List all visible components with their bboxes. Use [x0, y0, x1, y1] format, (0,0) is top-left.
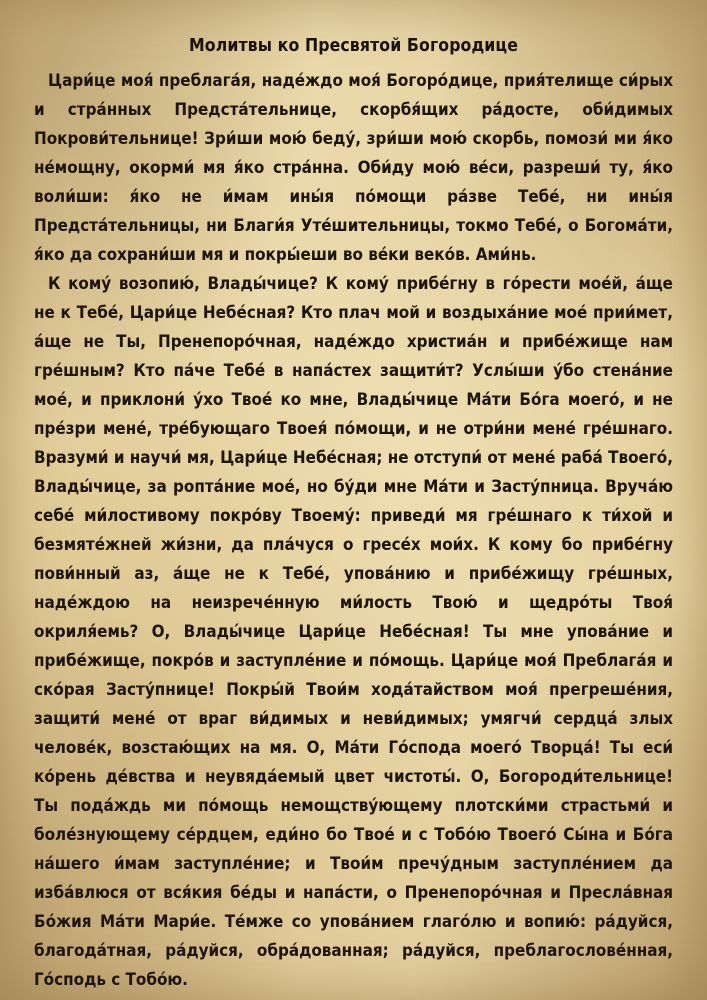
- prayer-paragraph-2: К кому́ возопию́, Влады́чице? К кому́ прибе́гну в го́рести мое́й, а́ще не к Тебе́, Цари́це Небе́сная? Кто плач мой и воздыха́ние мое́ прии́мет, а́ще не Ты, Пренепоро́чная, наде́ждо христиа́н и прибе́жище нам гре́шным? Кто па́че Тебе́ в напа́стех защити́т? Услы́ши у́бо стена́ние мое́, и приклони́ у́хо Твое́ ко мне, Влады́чице Ма́ти Бо́га моего́, и не пре́зри мене́, тре́бующаго Твоея́ по́мощи, и не отри́ни мене́ гре́шнаго. Вразуми́ и научи́ мя, Цари́це Небе́сная; не отступи́ от мене́ раба́ Твоего́, Влады́чице, за ропта́ние мое́, но бу́ди мне Ма́ти и Засту́пница. Вруча́ю себе́ ми́лостивому покро́ву Твоему́: приведи́ мя гре́шнаго к ти́хой и безмяте́жней жи́зни, да пла́чуся о гресе́х мои́х. К кому бо прибе́гну пови́нный аз, а́ще не к Тебе́, упова́нию и прибе́жищу гре́шных, наде́ждою на неизрече́нную ми́лость Твою́ и щедро́ты Твоя́ окриля́емь? О, Влады́чице Цари́це Небе́сная! Ты мне упова́ние и прибе́жище, покро́в и заступле́ние и по́мощь. Цари́це моя́ Преблага́я и ско́рая Засту́пнице! Покры́й Твои́м хода́тайством моя́ прегреше́ния, защити́ мене́ от враг ви́димых и неви́димых; умягчи́ сердца́ злых челове́к, возстаю́щих на мя. О, Ма́ти Го́спода моего́ Творца́! Ты еси́ ко́рень де́вства и неувяда́емый цвет чистоты́. О, Богороди́тельнице! Ты пода́ждь ми по́мощь немощству́ющему плотски́ми страстьми́ и боле́знующему се́рдцем, еди́но бо Твое́ и с Тобо́ю Твоего́ Сы́на и Бо́га на́шего и́мам заступле́ние; и Твои́м пречу́дным заступле́нием да изба́влюся от вся́кия бе́ды и напа́сти, о Пренепоро́чная и Пресла́вная Бо́жия Ма́ти Мари́е. Те́мже со упова́нием глаго́лю и вопию́: ра́дуйся, благода́тная, ра́дуйся, обра́дованная; ра́дуйся, преблагослове́нная, Го́сподь с Тобо́ю.: [34, 273, 673, 989]
- prayer-paragraph-1: Цари́це моя́ преблага́я, наде́ждо моя́ Богоро́дице, прия́телище си́рых и стра́нных Предста́тельнице, скорбя́щих ра́досте, оби́димых Покрови́тельнице! Зри́ши мою́ беду́, зри́ши мою́ скорбь, помози́ ми я́ко не́мощну, окорми́ мя я́ко стра́нна. Оби́ду мою́ ве́си, разреши́ ту, я́ко воли́ши: я́ко не и́мам ины́я по́мощи ра́зве Тебе́, ни ины́я Предста́тельницы, ни Благи́я Уте́шительницы, токмо Тебе́, о Богома́ти, я́ко да сохрани́ши мя и покры́еши во ве́ки веко́в. Ами́нь.: [34, 70, 673, 264]
- page-title: Молитвы ко Пресвятой Богородице: [189, 36, 518, 56]
